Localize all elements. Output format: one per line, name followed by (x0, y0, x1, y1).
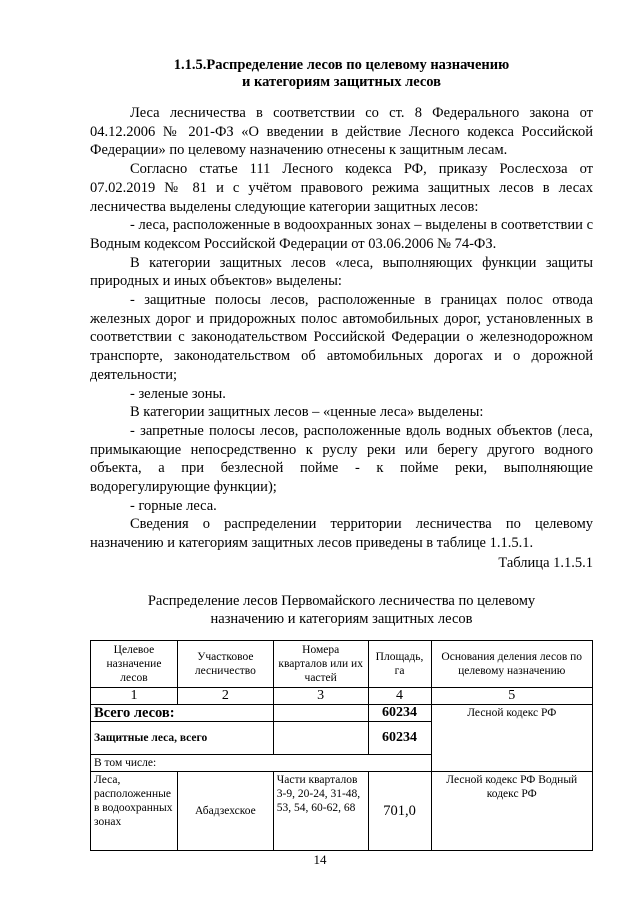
column-number: 2 (177, 688, 273, 705)
district-cell: Абадзехское (177, 772, 273, 851)
empty-cell (273, 722, 368, 755)
forest-distribution-table (90, 640, 593, 851)
total-label: Всего лесов: (91, 705, 274, 722)
heading-line-1: 1.1.5.Распределение лесов по целевому назначению (173, 57, 510, 73)
paragraph: Леса лесничества в соответствии со ст. 8 Федерального закона от 04.12.2006 № 201-ФЗ «О введении в действие Лесного кодекса Российской Федерации» по целевому назначению отнесены к защитным лесам. (90, 105, 593, 159)
header-cell: Целевое назначение лесов (91, 641, 178, 688)
page-number: 14 (313, 852, 327, 867)
column-number-row (91, 688, 593, 705)
table-title-line-2: назначению и категориям защитных лесов (210, 611, 473, 627)
empty-cell (273, 705, 368, 722)
section-heading (90, 57, 593, 91)
heading-line-2: и категориям защитных лесов (241, 74, 442, 90)
paragraph: В категории защитных лесов «леса, выполняющих функции защиты природных и иных объектов» выделены: (90, 254, 593, 290)
table-row (91, 772, 593, 851)
quarters-cell: Части кварталов 3-9, 20-24, 31-48, 53, 54, 60-62, 68 (273, 772, 368, 851)
area-cell: 701,0 (368, 772, 431, 851)
table-header-row (91, 641, 593, 688)
purpose-cell: Леса, расположенные в водоохранных зонах (91, 772, 178, 851)
paragraph: В категории защитных лесов – «ценные леса» выделены: (130, 404, 484, 421)
list-item: - зеленые зоны. (130, 385, 226, 402)
table-label: Таблица 1.1.5.1 (498, 555, 593, 571)
protective-label: Защитные леса, всего (91, 722, 274, 755)
total-basis: Лесной кодекс РФ (431, 705, 593, 772)
list-item: - горные леса. (130, 497, 217, 514)
table-row (91, 705, 593, 722)
including-label: В том числе: (91, 755, 432, 772)
body-text (90, 104, 593, 553)
paragraph: Сведения о распределении территории лесничества по целевому назначению и категориям защитных лесов приведены в таблице 1.1.5.1. (90, 516, 593, 552)
header-cell: Номера кварталов или их частей (273, 641, 368, 688)
table-title-line-1: Распределение лесов Первомайского лесничества по целевому (147, 593, 536, 609)
list-item: - запретные полосы лесов, расположенные вдоль водных объектов (леса, примыкающие непосредственно к руслу реки или берегу другого водного объекта, а при безлесной пойме - к пойме реки, выполняющие водорегулирующие функции); (90, 422, 593, 496)
basis-cell: Лесной кодекс РФ Водный кодекс РФ (431, 772, 593, 851)
paragraph: Согласно статье 111 Лесного кодекса РФ, приказу Рослесхоза от 07.02.2019 № 81 и с учётом правового режима защитных лесов в лесах лесничества выделены следующие категории защитных лесов: (90, 161, 593, 215)
column-number: 4 (368, 688, 431, 705)
column-number: 5 (431, 688, 593, 705)
list-item: - леса, расположенные в водоохранных зонах – выделены в соответствии с Водным кодексом Российской Федерации от 03.06.2006 № 74-ФЗ. (90, 217, 593, 252)
list-item: - защитные полосы лесов, расположенные в границах полос отвода железных дорог и придорожных полос автомобильных дорог, установленных в соответствии с законодательством Российской Федерации о железнодорожном транспорте, законодательством об автомобильных дорогах и о дорожной деятельности; (90, 292, 593, 383)
table-title (90, 592, 593, 628)
header-cell: Участковое лесничество (177, 641, 273, 688)
protective-area: 60234 (368, 722, 431, 755)
header-cell: Площадь, га (368, 641, 431, 688)
total-area: 60234 (368, 705, 431, 722)
column-number: 1 (91, 688, 178, 705)
column-number: 3 (273, 688, 368, 705)
header-cell: Основания деления лесов по целевому назначению (431, 641, 593, 688)
